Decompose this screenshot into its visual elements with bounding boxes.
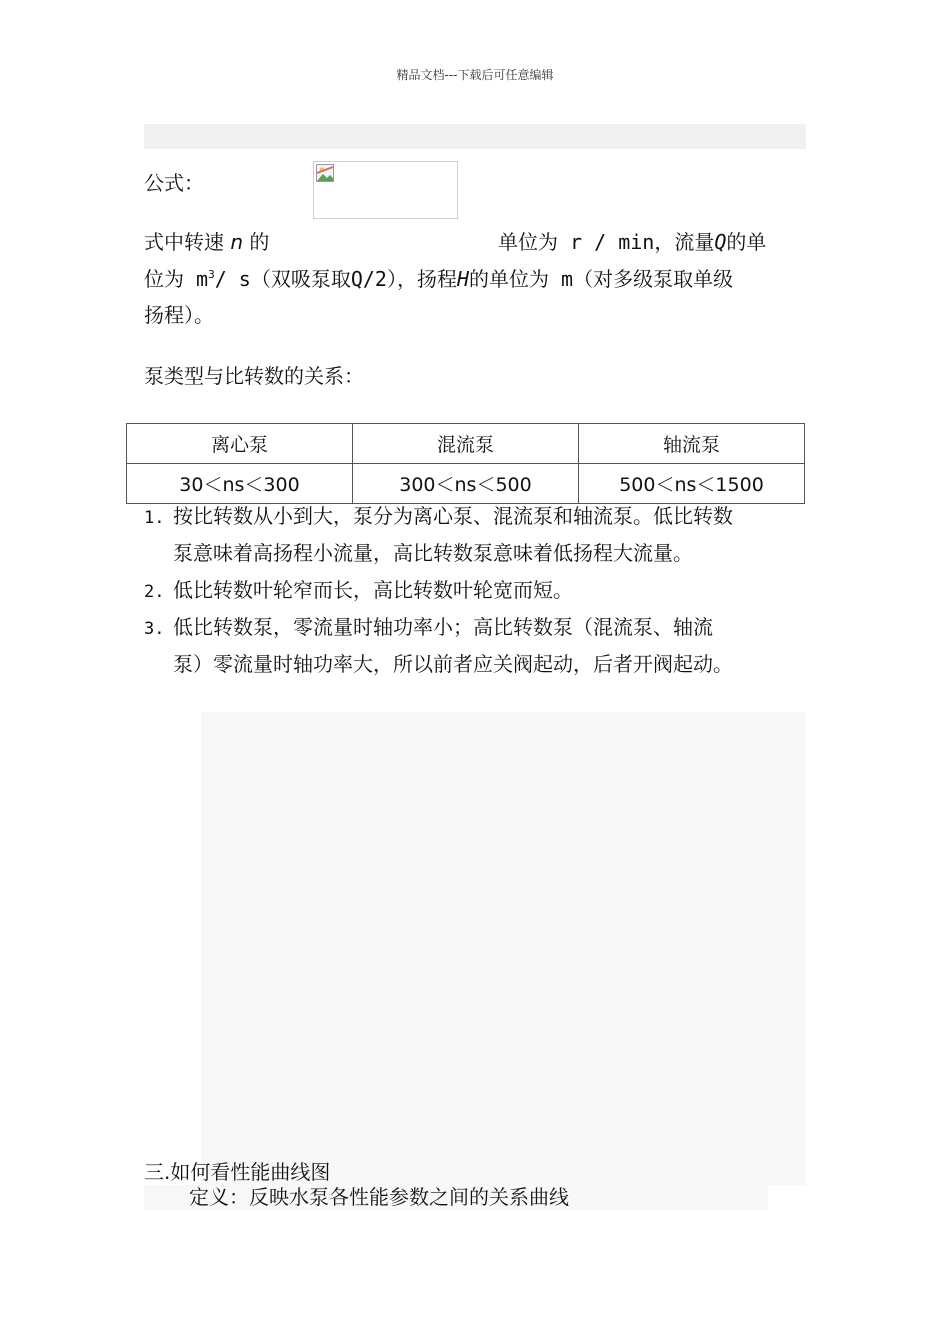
list-number: 2.	[144, 582, 165, 602]
list-text: 低比转数泵，零流量时轴功率小；高比转数泵（混流泵、轴流	[173, 615, 713, 639]
var-h: H	[456, 267, 470, 291]
paragraph-line-1-right	[498, 224, 766, 260]
para1-text-f: / s（双吸泵取Q/2），扬程	[214, 267, 457, 291]
blank-figure-area	[201, 712, 806, 1185]
paragraph-line-3: 扬程）。	[144, 303, 214, 327]
list-item-3	[144, 609, 713, 648]
section-3-title: 三.如何看性能曲线图	[144, 1160, 331, 1184]
shaded-band	[144, 124, 806, 149]
page-header: 精品文档---下载后可任意编辑	[396, 68, 554, 82]
paragraph-line-2	[144, 261, 733, 297]
paragraph-line-1	[144, 224, 269, 260]
para1-text-c: 单位为 r / min，流量	[498, 230, 715, 254]
list-number: 1.	[144, 508, 165, 528]
list-number: 3.	[144, 619, 165, 639]
cell-centrifugal-range: 30＜ns＜300	[127, 464, 353, 504]
list-text: 低比转数叶轮窄而长，高比转数叶轮宽而短。	[173, 578, 573, 602]
para1-text-b: 的	[249, 230, 270, 254]
broken-image-icon	[316, 164, 334, 182]
formula-label: 公式：	[144, 171, 204, 195]
var-n: n	[230, 230, 244, 254]
para1-text-g: 的单位为 m（对多级泵取单级	[469, 267, 734, 291]
pump-type-table	[126, 423, 805, 504]
header-axial-flow: 轴流泵	[579, 424, 805, 464]
section-3-definition: 定义：反映水泵各性能参数之间的关系曲线	[189, 1185, 569, 1209]
list-item-1	[144, 498, 733, 537]
list-item-1-cont: 泵意味着高扬程小流量，高比转数泵意味着低扬程大流量。	[173, 541, 693, 565]
header-mixed-flow: 混流泵	[353, 424, 579, 464]
list-text: 按比转数从小到大，泵分为离心泵、混流泵和轴流泵。低比转数	[173, 504, 733, 528]
table-intro: 泵类型与比转数的关系：	[144, 364, 364, 388]
list-item-3-cont: 泵）零流量时轴功率大，所以前者应关阀起动，后者开阀起动。	[173, 652, 733, 676]
list-item-2	[144, 572, 573, 611]
table-header-row	[127, 424, 805, 464]
para1-text-e: 位为 m	[144, 267, 209, 291]
header-centrifugal: 离心泵	[127, 424, 353, 464]
para1-text-d: 的单	[726, 230, 767, 254]
var-q: Q	[714, 230, 727, 254]
cell-axial-flow-range: 500＜ns＜1500	[579, 464, 805, 504]
formula-image	[313, 161, 458, 219]
superscript-3: 3	[208, 268, 215, 281]
cell-mixed-flow-range: 300＜ns＜500	[353, 464, 579, 504]
para1-text-a: 式中转速	[144, 230, 224, 254]
